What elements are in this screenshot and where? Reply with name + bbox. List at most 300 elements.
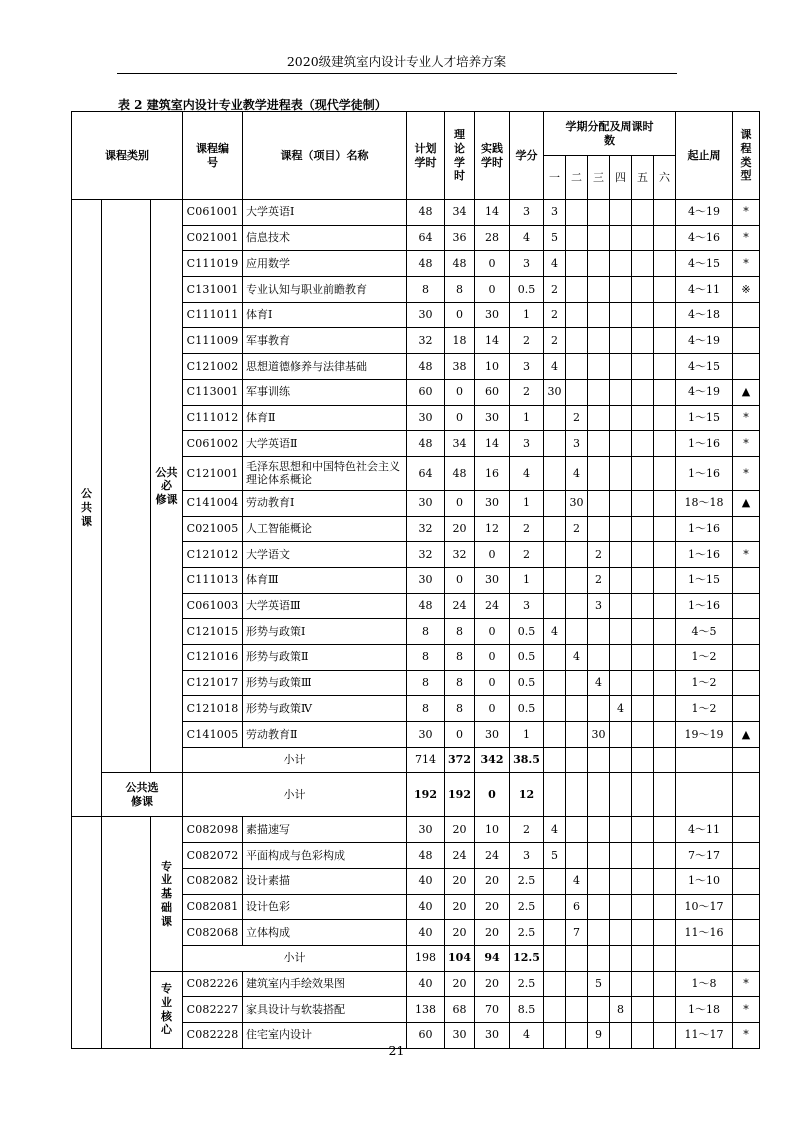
course-type: * [733, 456, 760, 490]
course-theory: 20 [445, 920, 475, 946]
course-s6 [654, 567, 676, 593]
course-weeks: 11～17 [676, 1022, 733, 1048]
course-name: 军事教育 [243, 328, 407, 354]
table-row [72, 200, 760, 226]
subtotal-practice: 0 [475, 773, 510, 817]
course-s2: 30 [566, 490, 588, 516]
course-name: 形势与政策Ⅳ [243, 696, 407, 722]
course-practice: 0 [475, 251, 510, 277]
course-s6 [654, 302, 676, 328]
course-theory: 24 [445, 593, 475, 619]
course-practice: 10 [475, 817, 510, 843]
course-practice: 20 [475, 894, 510, 920]
course-s5 [632, 868, 654, 894]
course-s5 [632, 251, 654, 277]
course-practice: 20 [475, 920, 510, 946]
course-practice: 30 [475, 722, 510, 748]
group-professional-blank [72, 817, 102, 1048]
course-theory: 0 [445, 567, 475, 593]
course-plan: 138 [407, 997, 445, 1023]
course-theory: 20 [445, 894, 475, 920]
course-s2: 2 [566, 405, 588, 431]
course-s1 [544, 868, 566, 894]
header-semester-5: 五 [632, 156, 654, 200]
course-practice: 28 [475, 225, 510, 251]
course-plan: 40 [407, 971, 445, 997]
course-s4 [610, 670, 632, 696]
course-s3 [588, 645, 610, 671]
course-credit: 3 [510, 431, 544, 457]
course-practice: 0 [475, 277, 510, 303]
empty-cell [654, 773, 676, 817]
course-code: C061002 [183, 431, 243, 457]
course-type [733, 619, 760, 645]
course-s6 [654, 696, 676, 722]
course-practice: 20 [475, 868, 510, 894]
page-number: 21 [388, 1043, 405, 1058]
course-weeks: 1～16 [676, 456, 733, 490]
course-theory: 48 [445, 456, 475, 490]
course-name: 家具设计与软装搭配 [243, 997, 407, 1023]
header-theory-hours: 理 论 学 时 [445, 112, 475, 200]
course-credit: 4 [510, 456, 544, 490]
course-weeks: 4～16 [676, 225, 733, 251]
course-plan: 30 [407, 302, 445, 328]
header-plan-hours: 计划 学时 [407, 112, 445, 200]
course-plan: 60 [407, 1022, 445, 1048]
course-practice: 0 [475, 619, 510, 645]
course-name: 建筑室内手绘效果图 [243, 971, 407, 997]
course-type: * [733, 997, 760, 1023]
subtotal-practice: 94 [475, 945, 510, 971]
subtotal-label: 小计 [183, 773, 407, 817]
course-plan: 48 [407, 354, 445, 380]
subtotal-plan: 198 [407, 945, 445, 971]
empty-cell [676, 773, 733, 817]
header-semester-1: 一 [544, 156, 566, 200]
course-name: 形势与政策Ⅱ [243, 645, 407, 671]
course-s4 [610, 277, 632, 303]
course-s1 [544, 542, 566, 568]
header-semester-4: 四 [610, 156, 632, 200]
course-weeks: 1～16 [676, 542, 733, 568]
course-s1 [544, 456, 566, 490]
course-s2: 6 [566, 894, 588, 920]
group-public-courses: 公 共 课 [72, 200, 102, 817]
course-s4 [610, 328, 632, 354]
course-s6 [654, 843, 676, 869]
course-plan: 32 [407, 542, 445, 568]
course-weeks: 1～15 [676, 405, 733, 431]
header-semester-6: 六 [654, 156, 676, 200]
empty-cell [588, 747, 610, 773]
course-s5 [632, 593, 654, 619]
course-s4 [610, 405, 632, 431]
course-s6 [654, 645, 676, 671]
course-credit: 3 [510, 593, 544, 619]
course-type: ▲ [733, 490, 760, 516]
course-s6 [654, 490, 676, 516]
course-name: 素描速写 [243, 817, 407, 843]
course-theory: 24 [445, 843, 475, 869]
course-plan: 30 [407, 817, 445, 843]
course-practice: 16 [475, 456, 510, 490]
course-credit: 0.5 [510, 696, 544, 722]
course-s2 [566, 328, 588, 354]
course-s3 [588, 225, 610, 251]
course-credit: 0.5 [510, 277, 544, 303]
course-s5 [632, 456, 654, 490]
course-weeks: 4～15 [676, 354, 733, 380]
course-s1 [544, 920, 566, 946]
course-code: C111009 [183, 328, 243, 354]
table-caption: 表 2 建筑室内设计专业教学进程表（现代学徒制） [118, 98, 387, 112]
teaching-plan-table [71, 111, 760, 1049]
course-name: 军事训练 [243, 379, 407, 405]
course-s5 [632, 920, 654, 946]
course-credit: 1 [510, 302, 544, 328]
course-plan: 8 [407, 277, 445, 303]
course-name: 立体构成 [243, 920, 407, 946]
course-type [733, 354, 760, 380]
course-s3 [588, 431, 610, 457]
course-s1: 4 [544, 251, 566, 277]
course-weeks: 4～11 [676, 277, 733, 303]
course-s5 [632, 619, 654, 645]
course-s4 [610, 225, 632, 251]
course-s6 [654, 868, 676, 894]
course-weeks: 1～15 [676, 567, 733, 593]
course-s2: 2 [566, 516, 588, 542]
course-s4 [610, 619, 632, 645]
subtotal-plan: 192 [407, 773, 445, 817]
course-theory: 0 [445, 302, 475, 328]
course-s6 [654, 405, 676, 431]
course-name: 平面构成与色彩构成 [243, 843, 407, 869]
course-code: C113001 [183, 379, 243, 405]
course-s4 [610, 379, 632, 405]
course-s3 [588, 200, 610, 226]
course-credit: 8.5 [510, 997, 544, 1023]
course-s1: 4 [544, 354, 566, 380]
course-s3 [588, 354, 610, 380]
course-s6 [654, 328, 676, 354]
course-s3: 3 [588, 593, 610, 619]
course-credit: 3 [510, 843, 544, 869]
course-weeks: 4～19 [676, 200, 733, 226]
course-theory: 8 [445, 645, 475, 671]
course-s1: 4 [544, 817, 566, 843]
course-credit: 1 [510, 567, 544, 593]
course-plan: 48 [407, 200, 445, 226]
course-practice: 20 [475, 971, 510, 997]
empty-cell [733, 945, 760, 971]
course-theory: 34 [445, 431, 475, 457]
course-plan: 8 [407, 670, 445, 696]
course-s4: 4 [610, 696, 632, 722]
course-s4 [610, 490, 632, 516]
course-theory: 36 [445, 225, 475, 251]
course-plan: 48 [407, 431, 445, 457]
course-type [733, 817, 760, 843]
subtotal-credit: 38.5 [510, 747, 544, 773]
course-name: 思想道德修养与法律基础 [243, 354, 407, 380]
course-name: 大学英语Ⅰ [243, 200, 407, 226]
course-s5 [632, 354, 654, 380]
course-s6 [654, 200, 676, 226]
course-credit: 4 [510, 225, 544, 251]
course-weeks: 1～2 [676, 696, 733, 722]
course-plan: 40 [407, 868, 445, 894]
course-s1 [544, 516, 566, 542]
course-weeks: 1～10 [676, 868, 733, 894]
course-code: C082228 [183, 1022, 243, 1048]
subtotal-practice: 342 [475, 747, 510, 773]
course-s4 [610, 302, 632, 328]
course-s5 [632, 997, 654, 1023]
empty-cell [544, 773, 566, 817]
group-professional-blank-2 [102, 817, 151, 1048]
course-name: 应用数学 [243, 251, 407, 277]
empty-cell [610, 747, 632, 773]
course-name: 形势与政策Ⅲ [243, 670, 407, 696]
course-s4 [610, 431, 632, 457]
course-theory: 20 [445, 516, 475, 542]
course-code: C061001 [183, 200, 243, 226]
course-s2 [566, 619, 588, 645]
course-type [733, 567, 760, 593]
course-s6 [654, 997, 676, 1023]
course-code: C061003 [183, 593, 243, 619]
course-s6 [654, 971, 676, 997]
course-s3 [588, 920, 610, 946]
course-weeks: 7～17 [676, 843, 733, 869]
course-weeks: 1～18 [676, 997, 733, 1023]
course-type: * [733, 405, 760, 431]
course-practice: 30 [475, 567, 510, 593]
course-s2 [566, 251, 588, 277]
course-code: C121002 [183, 354, 243, 380]
course-weeks: 1～16 [676, 516, 733, 542]
header-weeks: 起止周 [676, 112, 733, 200]
course-plan: 30 [407, 567, 445, 593]
course-credit: 1 [510, 405, 544, 431]
course-s2: 7 [566, 920, 588, 946]
course-s2 [566, 843, 588, 869]
empty-cell [733, 773, 760, 817]
course-s5 [632, 431, 654, 457]
course-s2 [566, 696, 588, 722]
course-s2: 4 [566, 456, 588, 490]
course-credit: 1 [510, 722, 544, 748]
course-plan: 48 [407, 251, 445, 277]
course-s4 [610, 920, 632, 946]
course-s4 [610, 868, 632, 894]
course-credit: 3 [510, 200, 544, 226]
course-practice: 14 [475, 431, 510, 457]
course-code: C111013 [183, 567, 243, 593]
course-s4 [610, 516, 632, 542]
course-theory: 8 [445, 277, 475, 303]
empty-cell [632, 747, 654, 773]
course-weeks: 19～19 [676, 722, 733, 748]
course-theory: 34 [445, 200, 475, 226]
empty-cell [544, 747, 566, 773]
course-credit: 2 [510, 516, 544, 542]
course-s1 [544, 490, 566, 516]
course-s5 [632, 405, 654, 431]
course-credit: 2 [510, 379, 544, 405]
course-s1 [544, 645, 566, 671]
course-theory: 30 [445, 1022, 475, 1048]
course-name: 劳动教育Ⅱ [243, 722, 407, 748]
course-s5 [632, 200, 654, 226]
header-semester-allocation: 学期分配及周课时 数 [544, 112, 676, 156]
course-s1: 4 [544, 619, 566, 645]
group-professional-foundation: 专 业 基 础 课 [151, 817, 183, 971]
course-name: 体育Ⅱ [243, 405, 407, 431]
course-code: C121018 [183, 696, 243, 722]
course-s2 [566, 593, 588, 619]
course-s3: 5 [588, 971, 610, 997]
course-type: * [733, 542, 760, 568]
course-name: 大学英语Ⅱ [243, 431, 407, 457]
course-theory: 0 [445, 490, 475, 516]
course-s2 [566, 997, 588, 1023]
course-s6 [654, 722, 676, 748]
course-theory: 18 [445, 328, 475, 354]
course-s5 [632, 817, 654, 843]
course-credit: 2 [510, 542, 544, 568]
course-type: * [733, 1022, 760, 1048]
course-credit: 2.5 [510, 868, 544, 894]
course-plan: 64 [407, 456, 445, 490]
course-practice: 0 [475, 542, 510, 568]
group-public-required: 公共必 修课 [151, 200, 183, 773]
course-s4 [610, 251, 632, 277]
course-plan: 60 [407, 379, 445, 405]
course-practice: 24 [475, 593, 510, 619]
course-s1 [544, 997, 566, 1023]
course-s4 [610, 456, 632, 490]
course-s5 [632, 379, 654, 405]
course-practice: 14 [475, 328, 510, 354]
course-credit: 2 [510, 817, 544, 843]
course-code: C131001 [183, 277, 243, 303]
course-name: 形势与政策Ⅰ [243, 619, 407, 645]
course-weeks: 1～2 [676, 670, 733, 696]
course-credit: 2 [510, 328, 544, 354]
course-practice: 10 [475, 354, 510, 380]
course-s1: 3 [544, 200, 566, 226]
course-s5 [632, 645, 654, 671]
course-s4 [610, 722, 632, 748]
course-s6 [654, 817, 676, 843]
course-type: ▲ [733, 722, 760, 748]
course-s2 [566, 379, 588, 405]
course-s3 [588, 843, 610, 869]
empty-cell [632, 773, 654, 817]
course-theory: 8 [445, 696, 475, 722]
course-s5 [632, 328, 654, 354]
course-s5 [632, 277, 654, 303]
subtotal-credit: 12 [510, 773, 544, 817]
course-name: 设计色彩 [243, 894, 407, 920]
course-s3: 30 [588, 722, 610, 748]
course-s4 [610, 542, 632, 568]
empty-cell [632, 945, 654, 971]
course-s4 [610, 354, 632, 380]
course-s1: 5 [544, 225, 566, 251]
course-type [733, 843, 760, 869]
course-theory: 20 [445, 868, 475, 894]
course-theory: 20 [445, 971, 475, 997]
course-theory: 8 [445, 619, 475, 645]
course-s4 [610, 971, 632, 997]
course-code: C141005 [183, 722, 243, 748]
course-type: ※ [733, 277, 760, 303]
empty-cell [733, 747, 760, 773]
course-s2 [566, 722, 588, 748]
empty-cell [676, 945, 733, 971]
course-plan: 8 [407, 696, 445, 722]
header-rule [117, 73, 677, 74]
course-s3: 2 [588, 567, 610, 593]
course-weeks: 4～5 [676, 619, 733, 645]
course-name: 毛泽东思想和中国特色社会主义理论体系概论 [243, 456, 407, 490]
course-plan: 40 [407, 894, 445, 920]
course-s2 [566, 542, 588, 568]
course-code: C082226 [183, 971, 243, 997]
course-s6 [654, 277, 676, 303]
course-type [733, 868, 760, 894]
course-name: 劳动教育Ⅰ [243, 490, 407, 516]
course-weeks: 1～8 [676, 971, 733, 997]
course-theory: 32 [445, 542, 475, 568]
empty-cell [654, 747, 676, 773]
empty-cell [566, 945, 588, 971]
course-type [733, 696, 760, 722]
course-code: C111012 [183, 405, 243, 431]
course-s4 [610, 567, 632, 593]
course-plan: 48 [407, 843, 445, 869]
course-weeks: 4～11 [676, 817, 733, 843]
course-weeks: 4～18 [676, 302, 733, 328]
table-row [72, 971, 760, 997]
course-s6 [654, 670, 676, 696]
empty-cell [588, 945, 610, 971]
course-credit: 4 [510, 1022, 544, 1048]
header-credit: 学分 [510, 112, 544, 200]
course-s3 [588, 696, 610, 722]
course-type: * [733, 971, 760, 997]
course-code: C111011 [183, 302, 243, 328]
course-type [733, 516, 760, 542]
course-practice: 30 [475, 490, 510, 516]
course-name: 人工智能概论 [243, 516, 407, 542]
course-type: * [733, 431, 760, 457]
subtotal-label: 小计 [183, 747, 407, 773]
course-theory: 0 [445, 405, 475, 431]
course-s6 [654, 251, 676, 277]
course-s3 [588, 277, 610, 303]
empty-cell [654, 945, 676, 971]
empty-cell [610, 773, 632, 817]
course-s5 [632, 490, 654, 516]
course-practice: 30 [475, 405, 510, 431]
course-theory: 20 [445, 817, 475, 843]
subtotal-theory: 192 [445, 773, 475, 817]
